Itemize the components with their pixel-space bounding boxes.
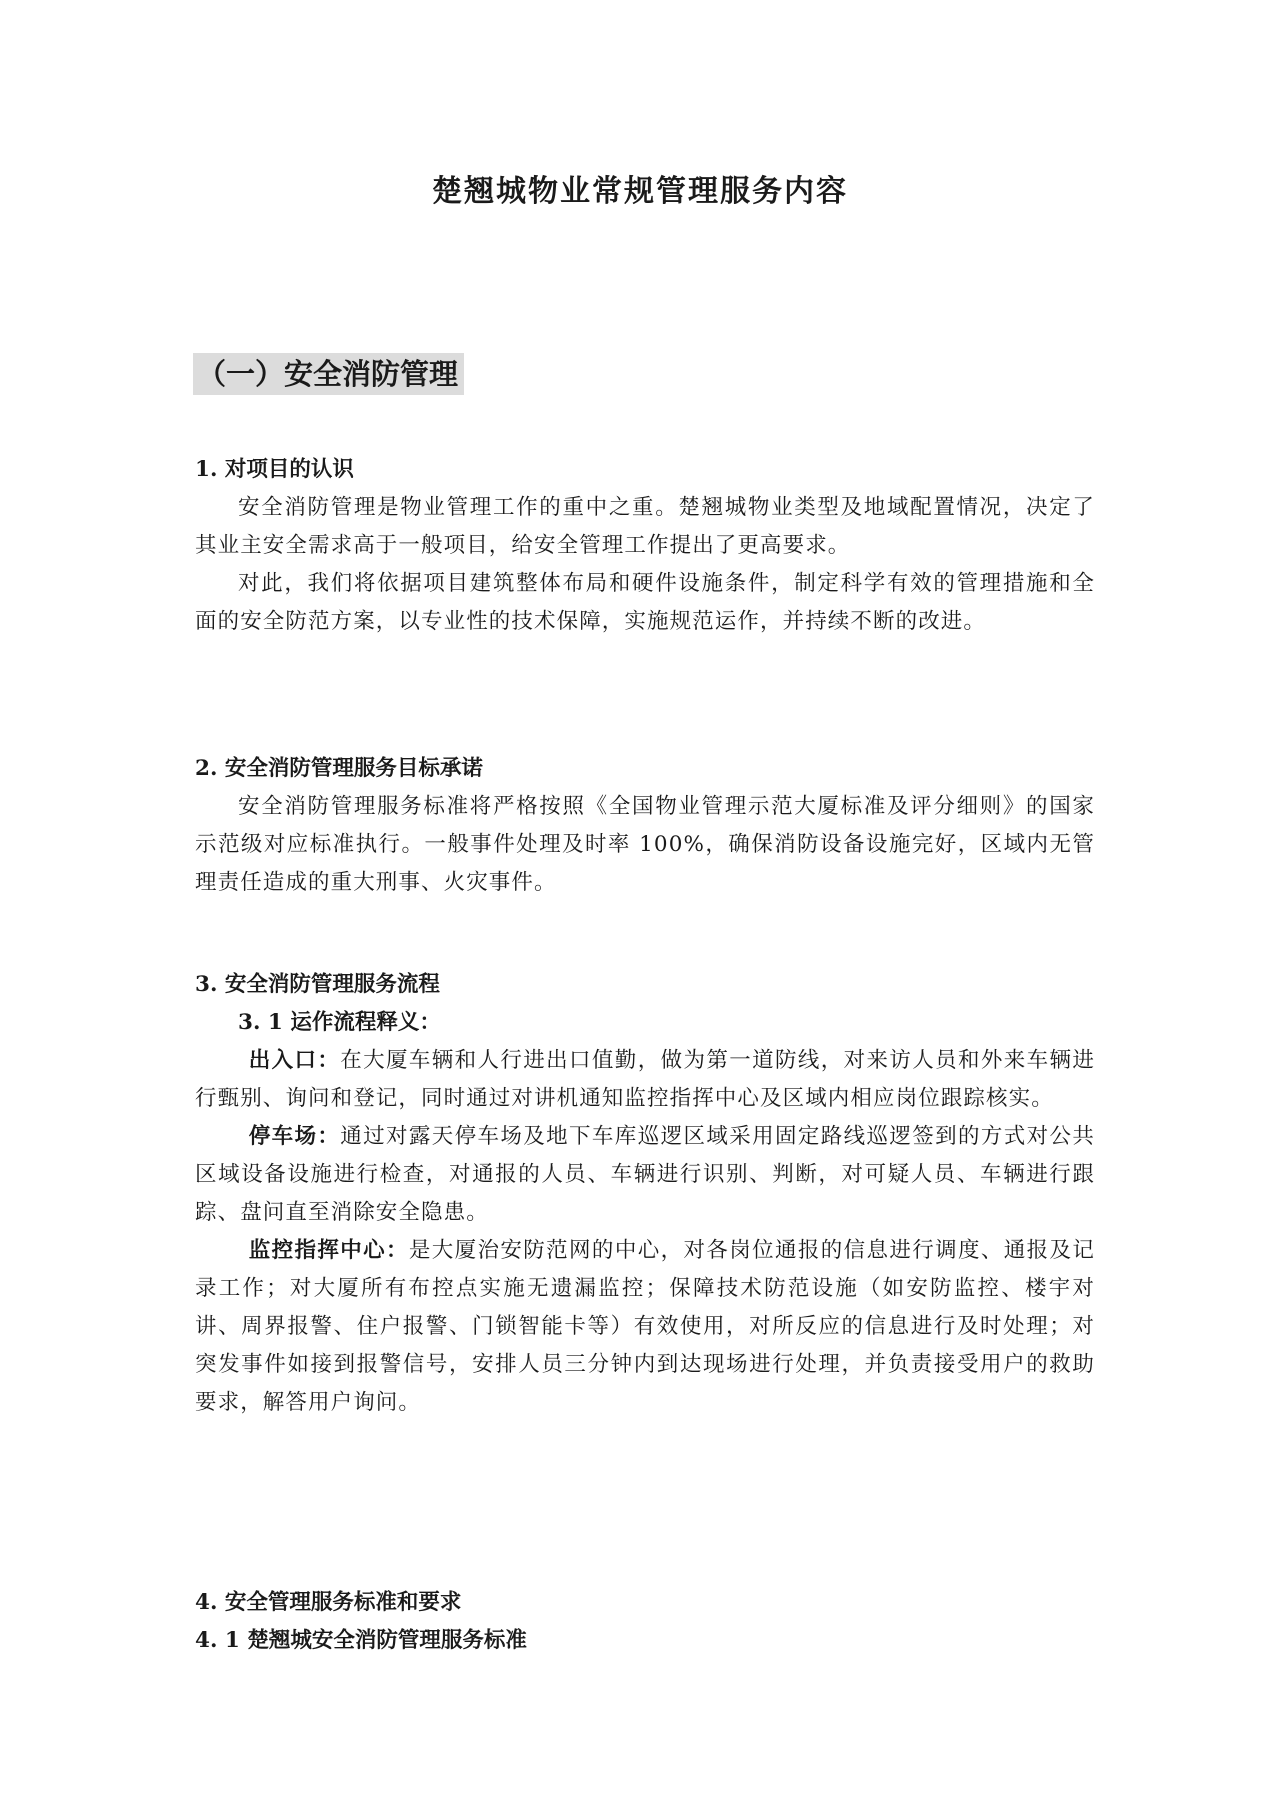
paragraph-parking <box>195 1118 1095 1232</box>
text-parking: 通过对露天停车场及地下车库巡逻区域采用固定路线巡逻签到的方式对公共区域设备设施进行检查，对通报的人员、车辆进行识别、判断，对可疑人员、车辆进行跟踪、盘问直至消除安全隐患。 <box>195 1124 1095 1225</box>
subheading-standards: 4. 安全管理服务标准和要求 <box>195 1590 462 1615</box>
subheading-project-understanding: 1. 对项目的认识 <box>195 457 354 482</box>
paragraph-service-goal: 安全消防管理服务标准将严格按照《全国物业管理示范大厦标准及评分细则》的国家示范级对应标准执行。一般事件处理及时率 100%，确保消防设备设施完好，区域内无管理责任造成的重大刑事、火灾事件。 <box>195 794 1095 895</box>
subheading-standards-detail: 4. 1 楚翘城安全消防管理服务标准 <box>195 1628 527 1653</box>
label-parking: 停车场： <box>248 1124 341 1149</box>
section-2-block <box>195 750 1095 902</box>
paragraph-measures: 对此，我们将依据项目建筑整体布局和硬件设施条件，制定科学有效的管理措施和全面的安全防范方案，以专业性的技术保障，实施规范运作，并持续不断的改进。 <box>195 571 1095 634</box>
text-entrance: 在大厦车辆和人行进出口值勤，做为第一道防线，对来访人员和外来车辆进行甄别、询问和登记，同时通过对讲机通知监控指挥中心及区域内相应岗位跟踪核实。 <box>195 1048 1095 1111</box>
section-4-block <box>195 1584 1095 1660</box>
label-monitor-center: 监控指挥中心： <box>248 1238 409 1263</box>
section-1-block <box>195 451 1095 641</box>
section-heading-safety-fire: （一）安全消防管理 <box>193 353 464 395</box>
document-title: 楚翘城物业常规管理服务内容 <box>432 174 848 209</box>
section-3-block <box>195 966 1095 1422</box>
text-monitor-center: 是大厦治安防范网的中心，对各岗位通报的信息进行调度、通报及记录工作；对大厦所有布控点实施无遗漏监控；保障技术防范设施（如安防监控、楼宇对讲、周界报警、住户报警、门锁智能卡等）有效使用，对所反应的信息进行及时处理；对突发事件如接到报警信号，安排人员三分钟内到达现场进行处理，并负责接受用户的救助要求，解答用户询问。 <box>195 1238 1095 1415</box>
subheading-service-goal: 2. 安全消防管理服务目标承诺 <box>195 756 483 781</box>
paragraph-entrance <box>195 1042 1095 1118</box>
subheading-service-process: 3. 安全消防管理服务流程 <box>195 972 440 997</box>
paragraph-monitor-center <box>195 1232 1095 1422</box>
subheading-process-definition: 3. 1 运作流程释义： <box>238 1010 441 1035</box>
paragraph-importance: 安全消防管理是物业管理工作的重中之重。楚翘城物业类型及地域配置情况，决定了其业主安全需求高于一般项目，给安全管理工作提出了更高要求。 <box>195 495 1095 558</box>
label-entrance: 出入口： <box>248 1048 341 1073</box>
